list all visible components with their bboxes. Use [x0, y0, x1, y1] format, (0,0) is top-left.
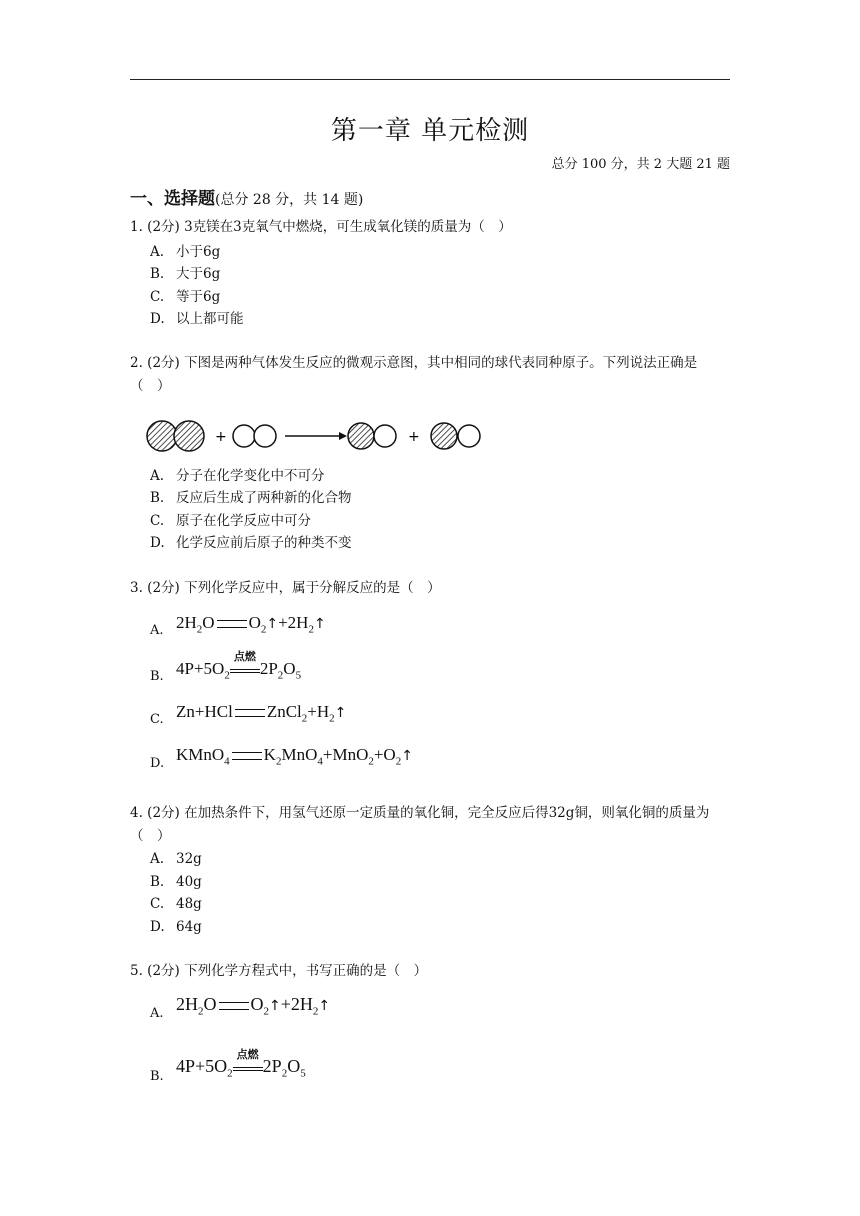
arrow-head-icon [339, 432, 347, 440]
equation: $2H_2O$ $O_2↑+2H_2↑$ [176, 613, 326, 636]
question-3-stem: 3. (2分) 下列化学反应中，属于分解反应的是（ ） [130, 580, 441, 596]
hatched-atom [348, 423, 374, 449]
hatched-atom [147, 421, 177, 451]
q2-option-c[interactable]: C. 原子在化学反应中可分 [150, 513, 311, 529]
section-note: (总分 28 分，共 14 题) [215, 192, 364, 208]
q2-option-a[interactable]: A. 分子在化学变化中不可分 [150, 468, 325, 484]
white-atom [254, 425, 276, 447]
equation: $2H_2O$ $O_2↑+2H_2↑$ [176, 994, 331, 1018]
q1-option-b[interactable]: B. 大于6g [150, 266, 221, 282]
hatched-atom [431, 423, 457, 449]
equation: $4P+5O_2$ 点燃 $2P_2O_5$ [176, 1047, 306, 1080]
q4-option-c[interactable]: C. 48g [150, 896, 202, 912]
plus-sign: + [408, 429, 420, 445]
white-atom [233, 425, 255, 447]
question-5-stem: 5. (2分) 下列化学方程式中，书写正确的是（ ） [130, 963, 428, 979]
q1-option-a[interactable]: A. 小于6g [150, 244, 221, 260]
white-atom [458, 425, 480, 447]
hatched-atom [174, 421, 204, 451]
white-atom [374, 425, 396, 447]
question-4-stem: 4. (2分) 在加热条件下，用氢气还原一定质量的氧化铜，完全反应后得32g铜，则氧化铜的质量为（ ） [130, 805, 710, 844]
section-heading [130, 184, 363, 209]
q2-option-b[interactable]: B. 反应后生成了两种新的化合物 [150, 490, 352, 506]
question-1-stem: 1. (2分) 3克镁在3克氧气中燃烧，可生成氧化镁的质量为（ ） [130, 219, 512, 235]
question-2-stem: 2. (2分) 下图是两种气体发生反应的微观示意图，其中相同的球代表同种原子。下列说法正确是（ ） [130, 355, 698, 394]
plus-sign: + [215, 429, 227, 445]
page-title: 第一章 单元检测 [330, 116, 530, 146]
q4-option-a[interactable]: A. 32g [150, 851, 202, 867]
q1-option-c[interactable]: C. 等于6g [150, 289, 221, 305]
score-summary: 总分 100 分，共 2 大题 21 题 [551, 157, 730, 172]
molecule-reaction-diagram [143, 418, 488, 454]
equation: KMnO$_4$ $K_2MnO_4+MnO_2+O_2↑$ [176, 745, 413, 768]
equation: $4P+5O_2$ 点燃 $2P_2O_5$ [176, 650, 302, 682]
section-title: 一、选择题 [130, 189, 215, 209]
q1-option-d[interactable]: D. 以上都可能 [150, 311, 244, 327]
q4-option-b[interactable]: B. 40g [150, 874, 202, 890]
equation: Zn+HCl $ZnCl_2+H_2↑$ [176, 702, 347, 725]
q4-option-d[interactable]: D. 64g [150, 919, 202, 935]
q2-option-d[interactable]: D. 化学反应前后原子的种类不变 [150, 535, 352, 551]
header-rule [130, 79, 730, 80]
